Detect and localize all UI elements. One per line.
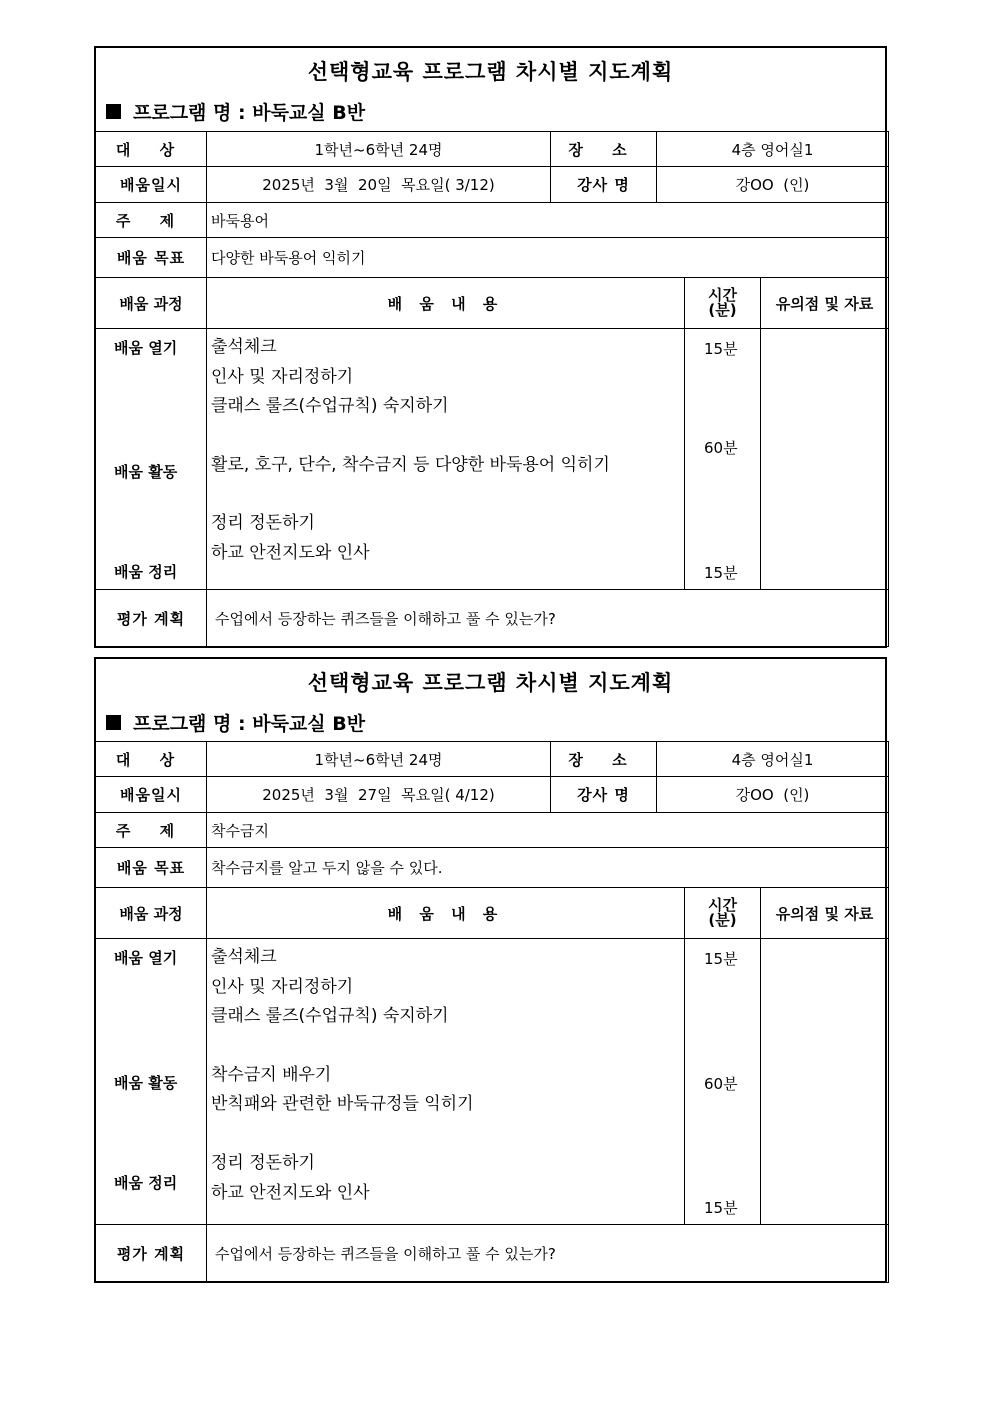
topic-label: 주 제 xyxy=(96,813,207,848)
place-value: 4층 영어실1 xyxy=(657,132,889,167)
topic-value: 착수금지 xyxy=(207,813,889,848)
teacher-label: 강사 명 xyxy=(551,777,657,813)
content-cell xyxy=(207,939,685,1225)
date-value: 2025년 3월 27일 목요일( 4/12) xyxy=(207,777,551,813)
content-line: 출석체크 xyxy=(211,337,277,357)
target-label: 대 상 xyxy=(96,132,207,167)
content-line: 하교 안전지도와 인사 xyxy=(211,543,370,563)
square-bullet-icon xyxy=(106,715,121,730)
time-header xyxy=(685,278,761,329)
topic-row xyxy=(96,203,889,238)
eval-row xyxy=(96,590,889,647)
program-name-text: 프로그램 명 : 바둑교실 B반 xyxy=(133,102,366,124)
date-value: 2025년 3월 20일 목요일( 3/12) xyxy=(207,167,551,203)
eval-value: 수업에서 등장하는 퀴즈들을 이해하고 풀 수 있는가? xyxy=(207,590,889,647)
goal-value: 착수금지를 알고 두지 않을 수 있다. xyxy=(207,848,889,888)
date-label: 배움일시 xyxy=(96,167,207,203)
notes-cell xyxy=(761,329,889,590)
notes-header: 유의점 및 자료 xyxy=(761,888,889,939)
plan-title: 선택형교육 프로그램 차시별 지도계획 xyxy=(307,60,674,84)
stage-cell xyxy=(96,329,207,590)
target-row xyxy=(96,132,889,167)
content-header: 배 움 내 용 xyxy=(207,888,685,939)
teacher-label: 강사 명 xyxy=(551,167,657,203)
eval-label: 평가 계획 xyxy=(96,590,207,647)
content-line: 착수금지 배우기 xyxy=(211,1065,332,1085)
content-header: 배 움 내 용 xyxy=(207,278,685,329)
notes-header: 유의점 및 자료 xyxy=(761,278,889,329)
eval-row xyxy=(96,1225,889,1283)
goal-label: 배움 목표 xyxy=(96,238,207,278)
content-line: 하교 안전지도와 인사 xyxy=(211,1183,370,1203)
stage-open: 배움 열기 xyxy=(114,339,178,357)
teacher-value: 강OO (인) xyxy=(657,777,889,813)
goal-row xyxy=(96,238,889,278)
content-line: 정리 정돈하기 xyxy=(211,1153,315,1173)
stage-activity: 배움 활동 xyxy=(114,1074,178,1092)
time-activity: 60분 xyxy=(704,439,738,457)
body-row xyxy=(96,329,889,590)
time-cell xyxy=(685,329,761,590)
stage-cell xyxy=(96,939,207,1225)
topic-value: 바둑용어 xyxy=(207,203,889,238)
content-cell xyxy=(207,329,685,590)
goal-value: 다양한 바둑용어 익히기 xyxy=(207,238,889,278)
target-value: 1학년~6학년 24명 xyxy=(207,132,551,167)
content-line: 출석체크 xyxy=(211,947,277,967)
lesson-plan-1 xyxy=(94,46,887,648)
time-open: 15분 xyxy=(704,950,738,968)
plan-title: 선택형교육 프로그램 차시별 지도계획 xyxy=(307,671,674,695)
program-name xyxy=(106,709,365,736)
time-close: 15분 xyxy=(704,1199,738,1217)
target-row xyxy=(96,742,889,777)
body-row xyxy=(96,939,889,1225)
content-line: 정리 정돈하기 xyxy=(211,513,315,533)
time-open: 15분 xyxy=(704,340,738,358)
content-line: 클래스 룰즈(수업규칙) 숙지하기 xyxy=(211,1006,449,1026)
goal-label: 배움 목표 xyxy=(96,848,207,888)
date-row xyxy=(96,777,889,813)
stage-close: 배움 정리 xyxy=(114,563,178,581)
date-label: 배움일시 xyxy=(96,777,207,813)
time-activity: 60분 xyxy=(704,1075,738,1093)
time-cell xyxy=(685,939,761,1225)
plan-table xyxy=(95,131,889,647)
content-line: 인사 및 자리정하기 xyxy=(211,367,354,387)
eval-value: 수업에서 등장하는 퀴즈들을 이해하고 풀 수 있는가? xyxy=(207,1225,889,1283)
time-header-line2: (분) xyxy=(708,301,737,319)
topic-label: 주 제 xyxy=(96,203,207,238)
stage-close: 배움 정리 xyxy=(114,1174,178,1192)
content-line: 인사 및 자리정하기 xyxy=(211,977,354,997)
stage-activity: 배움 활동 xyxy=(114,463,178,481)
header-row xyxy=(96,888,889,939)
place-label: 장 소 xyxy=(551,132,657,167)
notes-cell xyxy=(761,939,889,1225)
square-bullet-icon xyxy=(106,104,121,119)
content-line: 반칙패와 관련한 바둑규정들 익히기 xyxy=(211,1094,474,1114)
topic-row xyxy=(96,813,889,848)
process-header: 배움 과정 xyxy=(96,888,207,939)
time-header xyxy=(685,888,761,939)
lesson-plan-2 xyxy=(94,657,887,1283)
place-value: 4층 영어실1 xyxy=(657,742,889,777)
program-name xyxy=(106,98,365,125)
place-label: 장 소 xyxy=(551,742,657,777)
stage-open: 배움 열기 xyxy=(114,949,178,967)
content-line: 활로, 호구, 단수, 착수금지 등 다양한 바둑용어 익히기 xyxy=(211,455,610,475)
process-header: 배움 과정 xyxy=(96,278,207,329)
program-name-text: 프로그램 명 : 바둑교실 B반 xyxy=(133,713,366,735)
teacher-value: 강OO (인) xyxy=(657,167,889,203)
header-row xyxy=(96,278,889,329)
goal-row xyxy=(96,848,889,888)
date-row xyxy=(96,167,889,203)
time-header-line1: 시간 xyxy=(708,896,737,914)
time-header-line1: 시간 xyxy=(708,286,737,304)
eval-label: 평가 계획 xyxy=(96,1225,207,1283)
target-value: 1학년~6학년 24명 xyxy=(207,742,551,777)
time-close: 15분 xyxy=(704,564,738,582)
time-header-line2: (분) xyxy=(708,911,737,929)
content-line: 클래스 룰즈(수업규칙) 숙지하기 xyxy=(211,396,449,416)
plan-table xyxy=(95,741,889,1283)
target-label: 대 상 xyxy=(96,742,207,777)
